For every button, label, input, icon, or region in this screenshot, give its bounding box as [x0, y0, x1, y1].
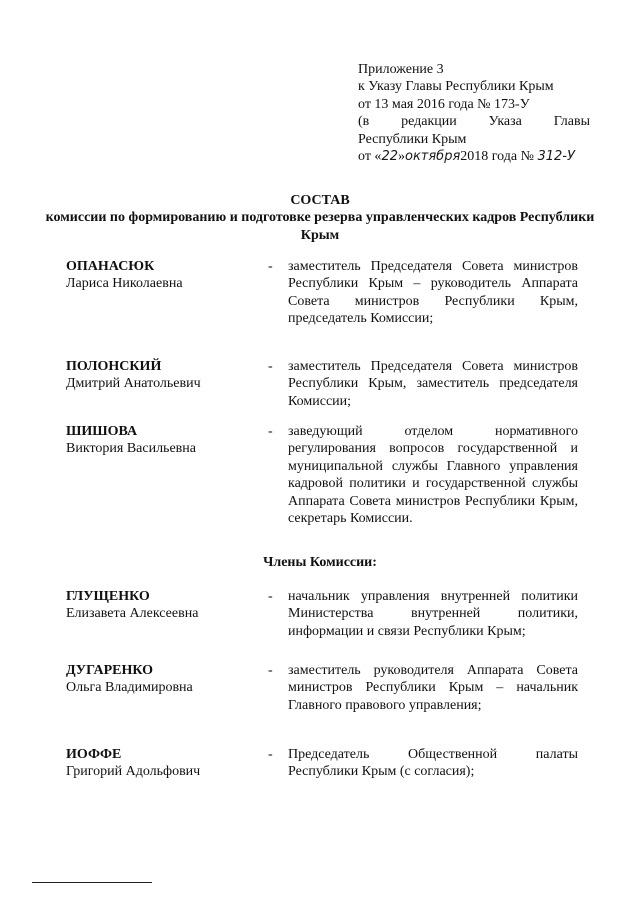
member-surname: ШИШОВА: [66, 424, 138, 439]
separator-dash: -: [268, 589, 273, 604]
member-surname: ОПАНАСЮК: [66, 259, 155, 274]
appendix-line-3: от 13 мая 2016 года № 173-У: [358, 96, 530, 112]
appendix-line-4: (в редакции Указа Главы: [358, 114, 591, 130]
separator-dash: -: [268, 663, 273, 678]
member-surname: ГЛУЩЕНКО: [66, 589, 150, 604]
footnote-divider: [32, 882, 152, 883]
separator-dash: -: [268, 259, 273, 274]
member-given-name: Лариса Николаевна: [66, 276, 183, 292]
member-position: заведующий отделом нормативного регулирования вопросов государственной и муниципальной службы Главного управления кадровой политики и государственной службы Аппарата Совета министров Республики Крым, секретарь Комиссии.: [288, 424, 578, 527]
appendix-line-1: Приложение 3: [358, 62, 444, 77]
appendix-header: [358, 61, 590, 165]
member-position: начальник управления внутренней политики Министерства внутренней политики, информации и связи Республики Крым;: [288, 589, 578, 639]
document-title: [0, 192, 640, 244]
member-given-name: Виктория Васильевна: [66, 441, 196, 457]
member-position: заместитель Председателя Совета министров Республики Крым, заместитель председателя Комиссии;: [288, 359, 578, 409]
member-position: заместитель руководителя Аппарата Совета министров Республики Крым – начальник Главного правового управления;: [288, 663, 578, 713]
member-surname: ИОФФЕ: [66, 747, 122, 762]
handwritten-number: 312-У: [537, 149, 575, 165]
member-position: заместитель Председателя Совета министров Республики Крым – руководитель Аппарата Совета министров Республики Крым, председатель Комиссии;: [288, 259, 578, 327]
handwritten-month: октября: [404, 149, 461, 165]
members-heading: Члены Комиссии:: [263, 555, 377, 570]
title-heading: СОСТАВ: [290, 193, 350, 208]
appendix-line-5: Республики Крым: [358, 131, 467, 147]
member-surname: ПОЛОНСКИЙ: [66, 359, 162, 374]
member-given-name: Григорий Адольфович: [66, 764, 201, 780]
separator-dash: -: [268, 424, 273, 439]
member-position: Председатель Общественной палаты Республики Крым (с согласия);: [288, 747, 578, 780]
appendix-line-2: к Указу Главы Республики Крым: [358, 79, 554, 95]
member-given-name: Елизавета Алексеевна: [66, 606, 199, 622]
title-subtitle: комиссии по формированию и подготовке резерва управленческих кадров Республики Крым: [45, 210, 595, 243]
member-given-name: Ольга Владимировна: [66, 680, 193, 696]
member-surname: ДУГАРЕНКО: [66, 663, 154, 678]
member-given-name: Дмитрий Анатольевич: [66, 376, 201, 392]
separator-dash: -: [268, 747, 273, 762]
separator-dash: -: [268, 359, 273, 374]
handwritten-day: 22: [381, 149, 398, 165]
appendix-line-6: от «22»октября2018 года № 312-У: [358, 149, 575, 165]
